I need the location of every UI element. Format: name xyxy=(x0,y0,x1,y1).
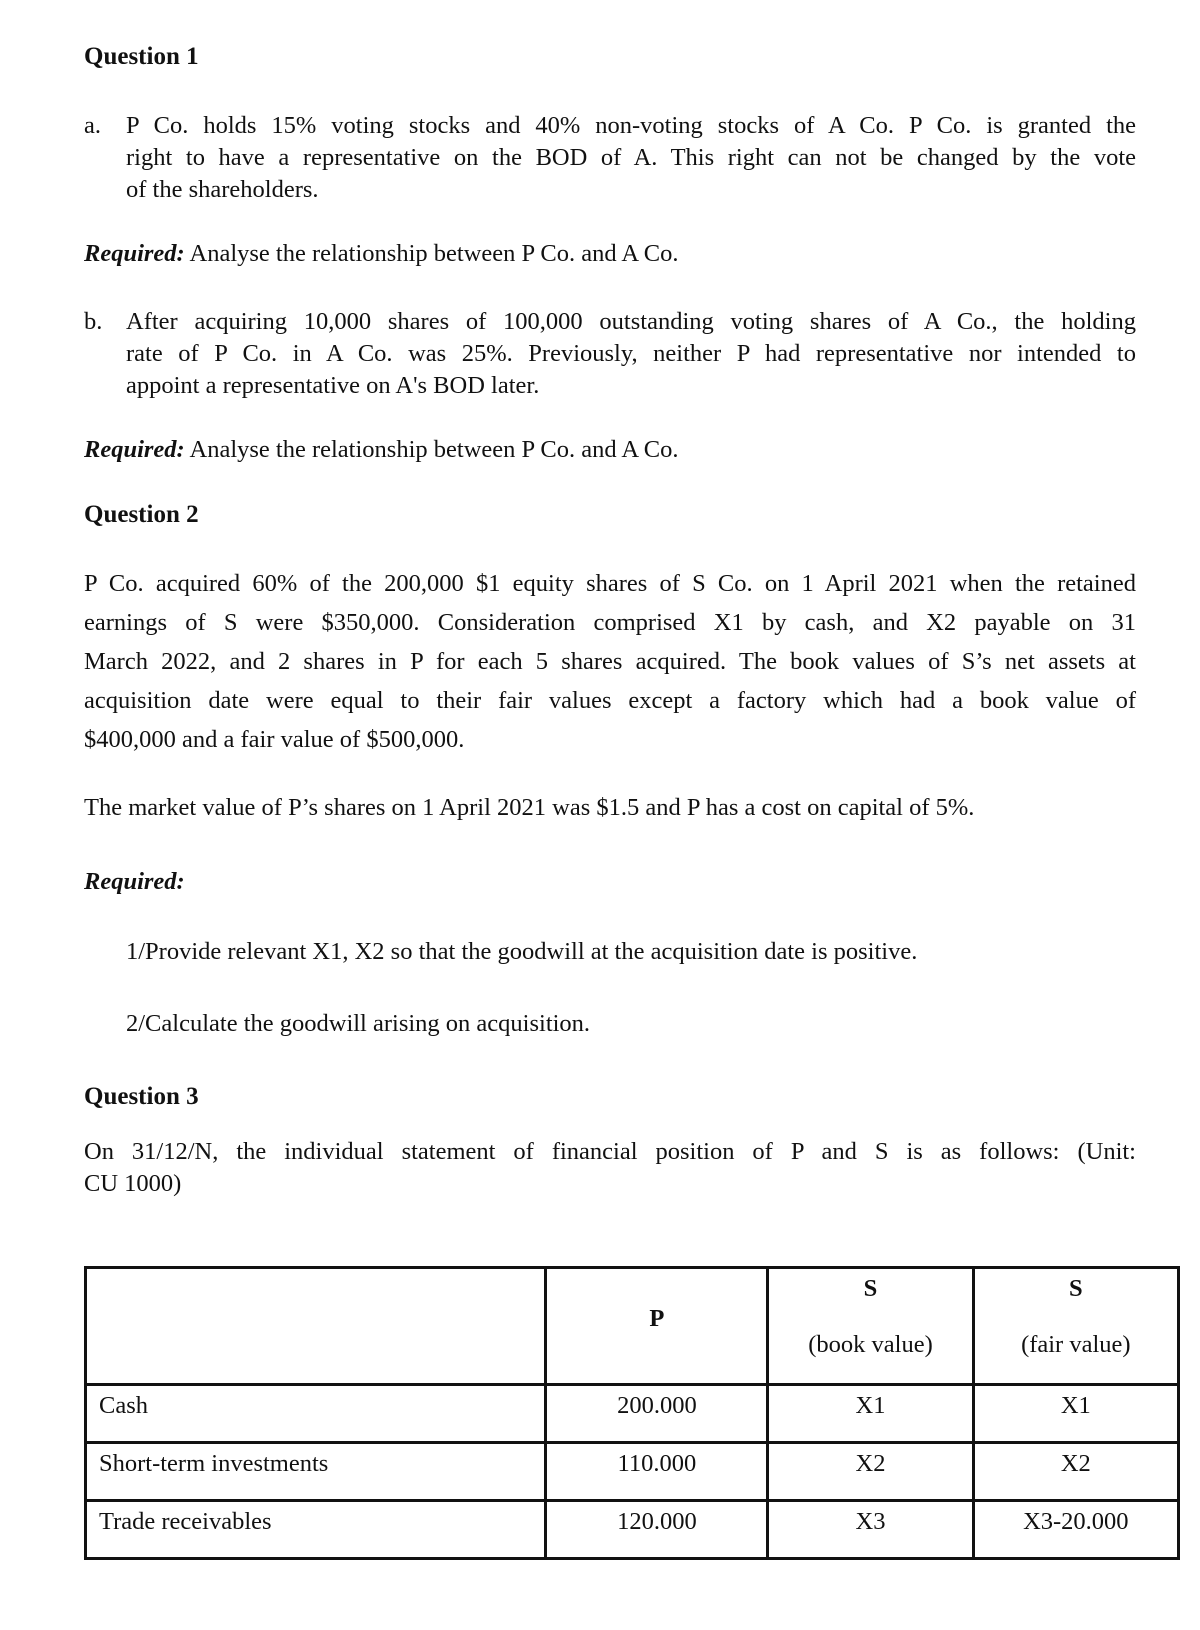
paragraph-line: acquisition date were equal to their fair values except a factory which had a book value of xyxy=(84,687,1136,714)
question-1a-line: P Co. holds 15% voting stocks and 40% non-voting stocks of A Co. P Co. is granted the xyxy=(126,112,1136,139)
question-2-item-1: 1/Provide relevant X1, X2 so that the goodwill at the acquisition date is positive. xyxy=(126,938,918,965)
question-1a-required xyxy=(84,238,679,270)
question-1b-label: b. xyxy=(84,308,103,335)
header-s-fair-sub: (fair value) xyxy=(1021,1331,1131,1358)
intro-line: On 31/12/N, the individual statement of financial position of P and S is as follows: (Unit: xyxy=(84,1138,1136,1165)
cell-text: 120.000 xyxy=(617,1508,697,1535)
cell-text: Trade receivables xyxy=(99,1508,272,1535)
paragraph-line: March 2022, and 2 shares in P for each 5 shares acquired. The book values of S’s net assets at xyxy=(84,648,1136,675)
required-text: Analyse the relationship between P Co. and A Co. xyxy=(189,240,679,267)
table-row xyxy=(86,1443,1179,1501)
cell-p xyxy=(546,1443,768,1501)
question-1b-line: rate of P Co. in A Co. was 25%. Previously, neither P had representative nor intended to xyxy=(126,340,1136,367)
paragraph-line: P Co. acquired 60% of the 200,000 $1 equity shares of S Co. on 1 April 2021 when the retained xyxy=(84,570,1136,597)
cell-s-book xyxy=(768,1385,973,1443)
required-label: Required: xyxy=(84,240,185,267)
question-2-item-2: 2/Calculate the goodwill arising on acquisition. xyxy=(126,1010,591,1037)
required-text: Analyse the relationship between P Co. and A Co. xyxy=(189,436,679,463)
cell-text: X3 xyxy=(855,1508,886,1535)
question-1b-line: appoint a representative on A's BOD later. xyxy=(126,372,540,399)
question-1a-item xyxy=(84,110,1136,206)
question-2-paragraph xyxy=(84,564,1136,759)
header-p-label: P xyxy=(649,1305,665,1332)
question-1a-line: of the shareholders. xyxy=(126,176,319,203)
question-1a-label: a. xyxy=(84,112,101,139)
header-cell-empty xyxy=(86,1268,546,1385)
cell-s-fair xyxy=(973,1501,1178,1559)
cell-p xyxy=(546,1385,768,1443)
question-3-title: Question 3 xyxy=(84,1083,199,1110)
question-1b-required xyxy=(84,434,679,466)
cell-text: 110.000 xyxy=(617,1450,697,1477)
cell-text: X2 xyxy=(855,1450,886,1477)
question-1b-item xyxy=(84,306,1136,402)
cell-text: X1 xyxy=(1060,1392,1091,1419)
required-label: Required: xyxy=(84,436,185,463)
cell-s-fair xyxy=(973,1385,1178,1443)
header-cell-p xyxy=(546,1268,768,1385)
header-s-book-sub: (book value) xyxy=(808,1331,933,1358)
cell-text: Cash xyxy=(99,1392,148,1419)
cell-s-fair xyxy=(973,1443,1178,1501)
intro-line: CU 1000) xyxy=(84,1170,182,1197)
cell-text: Short-term investments xyxy=(99,1450,329,1477)
question-3-intro xyxy=(84,1136,1136,1200)
cell-text: X2 xyxy=(1060,1450,1091,1477)
cell-s-book xyxy=(768,1443,973,1501)
header-cell-s-fair xyxy=(973,1268,1178,1385)
table-header-row xyxy=(86,1268,1179,1385)
question-2-required xyxy=(84,866,185,898)
header-cell-s-book xyxy=(768,1268,973,1385)
cell-text: 200.000 xyxy=(617,1392,697,1419)
cell-item xyxy=(86,1443,546,1501)
question-1b-line: After acquiring 10,000 shares of 100,000 outstanding voting shares of A Co., the holding xyxy=(126,308,1136,335)
required-label: Required: xyxy=(84,868,185,895)
cell-text: X3-20.000 xyxy=(1023,1508,1129,1535)
cell-item xyxy=(86,1385,546,1443)
cell-text: X1 xyxy=(855,1392,886,1419)
question-1a-line: right to have a representative on the BOD of A. This right can not be changed by the vote xyxy=(126,144,1136,171)
paragraph-line: earnings of S were $350,000. Consideration comprised X1 by cash, and X2 payable on 31 xyxy=(84,609,1136,636)
cell-p xyxy=(546,1501,768,1559)
financial-position-table xyxy=(84,1266,1180,1560)
question-2-market-value: The market value of P’s shares on 1 April 2021 was $1.5 and P has a cost on capital of 5%. xyxy=(84,794,975,821)
question-2-title: Question 2 xyxy=(84,501,199,528)
table-row xyxy=(86,1501,1179,1559)
question-1-title: Question 1 xyxy=(84,43,199,70)
header-s-fair-title: S xyxy=(1069,1275,1083,1302)
paragraph-line: $400,000 and a fair value of $500,000. xyxy=(84,726,465,753)
cell-s-book xyxy=(768,1501,973,1559)
header-s-book-title: S xyxy=(863,1275,878,1302)
table-row xyxy=(86,1385,1179,1443)
cell-item xyxy=(86,1501,546,1559)
